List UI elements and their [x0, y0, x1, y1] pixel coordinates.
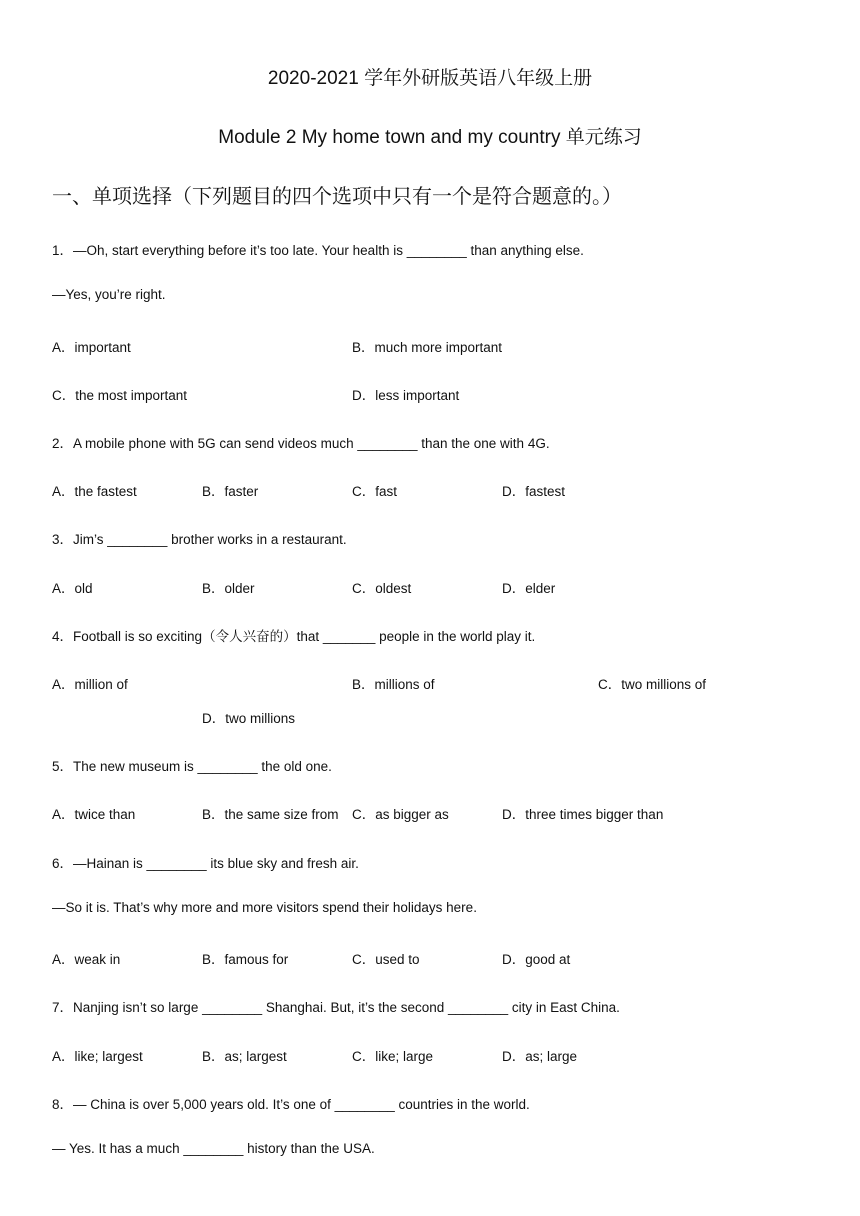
section-heading: 一、单项选择（下列题目的四个选项中只有一个是符合题意的。） — [52, 186, 622, 208]
question-6-reply: —So it is. That’s why more and more visitors spend their holidays here. — [52, 900, 477, 915]
question-3-option-a: A．old — [52, 581, 93, 596]
question-5-option-b: B．the same size from — [202, 807, 339, 822]
question-5-option-d: D．three times bigger than — [502, 807, 664, 822]
worksheet-title: 2020-2021 学年外研版英语八年级上册 — [267, 68, 593, 89]
question-5-option-a: A．twice than — [52, 807, 136, 822]
question-4-option-a: A．million of — [52, 677, 128, 692]
question-2-stem: 2．A mobile phone with 5G can send videos much ________ than the one with 4G. — [52, 436, 550, 451]
question-5-option-c: C．as bigger as — [352, 807, 449, 822]
question-6-stem: 6．—Hainan is ________ its blue sky and fresh air. — [52, 856, 359, 871]
question-1-option-a: A．important — [52, 340, 131, 355]
question-2-option-a: A．the fastest — [52, 484, 137, 499]
question-3-option-c: C．oldest — [352, 581, 412, 596]
question-6-option-c: C．used to — [352, 952, 420, 967]
worksheet-subtitle: Module 2 My home town and my country 单元练习 — [218, 127, 642, 148]
question-1-stem: 1．—Oh, start everything before it’s too late. Your health is ________ than anything else. — [52, 243, 584, 258]
question-4-option-b: B．millions of — [352, 677, 435, 692]
question-2-option-b: B．faster — [202, 484, 259, 499]
question-4-option-d: D．two millions — [202, 711, 296, 726]
question-4-stem: 4．Football is so exciting（令人兴奋的）that _______ people in the world play it. — [52, 629, 536, 644]
question-6-option-a: A．weak in — [52, 952, 121, 967]
question-1-option-b: B．much more important — [352, 340, 503, 355]
question-5-stem: 5．The new museum is ________ the old one. — [52, 759, 332, 774]
question-1-option-c: C．the most important — [52, 388, 188, 403]
question-6-option-b: B．famous for — [202, 952, 289, 967]
question-3-stem: 3．Jim’s ________ brother works in a restaurant. — [52, 532, 347, 547]
question-1-reply: —Yes, you’re right. — [52, 287, 166, 302]
question-7-option-b: B．as; largest — [202, 1049, 287, 1064]
question-2-option-c: C．fast — [352, 484, 398, 499]
question-3-option-b: B．older — [202, 581, 255, 596]
question-3-option-d: D．elder — [502, 581, 556, 596]
question-4-option-c: C．two millions of — [598, 677, 707, 692]
question-7-option-a: A．like; largest — [52, 1049, 143, 1064]
question-1-option-d: D．less important — [352, 388, 460, 403]
question-8-stem: 8．— China is over 5,000 years old. It’s one of ________ countries in the world. — [52, 1097, 530, 1112]
question-7-option-d: D．as; large — [502, 1049, 578, 1064]
question-6-option-d: D．good at — [502, 952, 571, 967]
question-8-reply: — Yes. It has a much ________ history than the USA. — [52, 1141, 375, 1156]
question-2-option-d: D．fastest — [502, 484, 566, 499]
question-7-option-c: C．like; large — [352, 1049, 434, 1064]
question-7-stem: 7．Nanjing isn’t so large ________ Shanghai. But, it’s the second ________ city in East China. — [52, 1000, 620, 1015]
